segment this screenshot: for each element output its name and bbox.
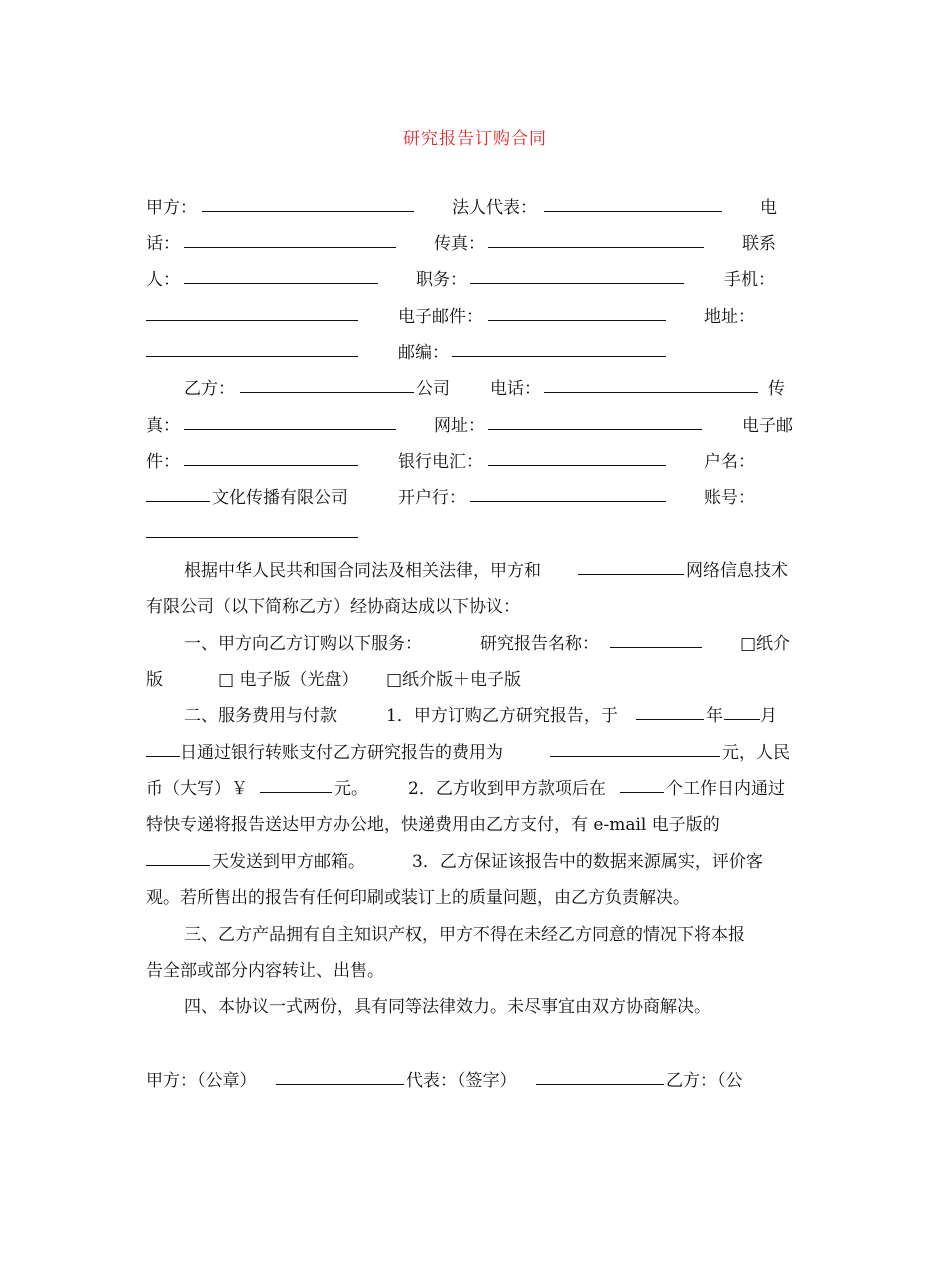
preamble-line-2 <box>146 592 806 622</box>
party-a-name-blank[interactable] <box>202 189 414 212</box>
section-2-text-j: 天发送到甲方邮箱。 <box>212 852 365 872</box>
account-name-label: 户名： <box>704 452 755 472</box>
option-electronic[interactable]: □ 电子版（光盘） <box>218 670 359 690</box>
legal-rep-label: 法人代表： <box>452 198 537 218</box>
address-label: 地址： <box>704 307 755 327</box>
preamble-text-c: 有限公司（以下简称乙方）经协商达成以下协议： <box>146 597 520 617</box>
party-b-fax-label-2: 真： <box>146 416 180 436</box>
party-a-fax-blank[interactable] <box>488 225 704 248</box>
section-2-text-b: 1．甲方订购乙方研究报告，于 <box>386 706 618 726</box>
signature-line <box>146 1066 806 1096</box>
legal-rep-blank[interactable] <box>544 189 722 212</box>
section-3-line-1 <box>146 920 806 950</box>
preamble-company-blank[interactable] <box>578 552 684 575</box>
party-b-phone-blank[interactable] <box>544 370 758 393</box>
party-b-email-label-2: 件： <box>146 452 180 472</box>
section-4-line <box>146 992 806 1022</box>
website-label: 网址： <box>434 416 485 436</box>
account-name-blank[interactable] <box>146 479 210 502</box>
party-a-line-3 <box>146 265 806 295</box>
section-2-text-i: 特快专递将报告送达甲方办公地，快递费用由乙方支付，有 e-mail 电子版的 <box>146 815 720 835</box>
party-b-line-3 <box>146 447 806 477</box>
account-no-label: 账号： <box>704 488 755 508</box>
section-1-line-1 <box>146 629 806 659</box>
section-1-line-2 <box>146 665 806 695</box>
bank-transfer-label: 银行电汇： <box>398 452 483 472</box>
workdays-blank[interactable] <box>620 770 664 793</box>
party-b-name-blank[interactable] <box>240 370 414 393</box>
position-label: 职务： <box>416 270 467 290</box>
section-3-text-a: 三、乙方产品拥有自主知识产权，甲方不得在未经乙方同意的情况下将本报 <box>184 925 745 945</box>
section-3-text-b: 告全部或部分内容转让、出售。 <box>146 961 384 981</box>
month-label: 月 <box>760 706 777 726</box>
party-a-seal-label: 甲方：（公章） <box>146 1071 257 1091</box>
section-2-line-5 <box>146 847 806 877</box>
party-b-fax-label-1: 传 <box>768 379 785 399</box>
fee-uppercase-blank[interactable] <box>260 770 332 793</box>
option-paper-electronic[interactable]: □纸介版＋电子版 <box>386 670 522 690</box>
party-b-line-2 <box>146 411 806 441</box>
section-2-text-k: 3．乙方保证该报告中的数据来源属实，评价客 <box>412 852 763 872</box>
party-a-seal-blank[interactable] <box>276 1062 404 1085</box>
report-name-label: 研究报告名称： <box>480 634 599 654</box>
section-2-text-f: 元。 <box>334 779 368 799</box>
section-2-line-1 <box>146 701 806 731</box>
party-a-line-4 <box>146 302 806 332</box>
contact-label-2: 人： <box>146 270 180 290</box>
contact-label-1: 联系 <box>742 234 776 254</box>
account-no-blank[interactable] <box>146 515 358 538</box>
postcode-label: 邮编： <box>398 343 449 363</box>
document-title: 研究报告订购合同 <box>403 129 547 149</box>
party-a-line-5 <box>146 338 806 368</box>
preamble-text-b: 网络信息技术 <box>686 561 788 581</box>
representative-signature-label: 代表：（签字） <box>406 1071 517 1091</box>
section-2-line-2 <box>146 738 806 768</box>
section-2-title: 二、服务费用与付款 <box>184 706 337 726</box>
party-b-line-4 <box>146 483 806 513</box>
party-b-company-suffix: 公司 <box>416 379 450 399</box>
section-3-line-2 <box>146 956 806 986</box>
fee-blank[interactable] <box>550 734 720 757</box>
bank-label: 开户行： <box>398 488 466 508</box>
section-2-line-4 <box>146 810 806 840</box>
mobile-blank[interactable] <box>146 298 358 321</box>
section-2-line-3 <box>146 774 806 804</box>
section-2-text-g: 2．乙方收到甲方款项后在 <box>408 779 606 799</box>
section-2-text-e: 币（大写）￥ <box>146 779 248 799</box>
postcode-blank[interactable] <box>452 334 666 357</box>
party-b-seal-label: 乙方：（公 <box>666 1071 743 1091</box>
section-2-text-d: 元，人民 <box>722 743 790 763</box>
email-days-blank[interactable] <box>146 843 210 866</box>
representative-signature-blank[interactable] <box>536 1062 664 1085</box>
day-blank[interactable] <box>146 734 180 757</box>
company-name-suffix: 文化传播有限公司 <box>212 488 348 508</box>
party-a-line-2 <box>146 229 806 259</box>
section-2-line-6 <box>146 883 806 913</box>
party-a-fax-label: 传真： <box>434 234 485 254</box>
preamble-line-1 <box>146 556 806 586</box>
year-blank[interactable] <box>636 697 704 720</box>
party-b-label: 乙方： <box>184 379 235 399</box>
party-b-email-label-1: 电子邮 <box>742 416 793 436</box>
contact-blank[interactable] <box>184 261 378 284</box>
bank-blank[interactable] <box>470 479 666 502</box>
party-b-email-blank[interactable] <box>184 443 358 466</box>
bank-transfer-blank[interactable] <box>488 443 666 466</box>
mobile-label: 手机： <box>724 270 775 290</box>
party-a-phone-blank[interactable] <box>184 225 396 248</box>
position-blank[interactable] <box>470 261 684 284</box>
website-blank[interactable] <box>488 407 702 430</box>
party-a-phone-label-1: 电 <box>760 198 777 218</box>
section-1-text-a: 一、甲方向乙方订购以下服务： <box>184 634 422 654</box>
month-blank[interactable] <box>724 697 760 720</box>
section-4-text: 四、本协议一式两份，具有同等法律效力。未尽事宜由双方协商解决。 <box>184 997 711 1017</box>
section-2-text-c: 日通过银行转账支付乙方研究报告的费用为 <box>180 743 503 763</box>
party-a-line-1 <box>146 193 806 223</box>
option-paper-label-b: 版 <box>146 670 163 690</box>
year-label: 年 <box>706 706 723 726</box>
section-2-text-h: 个工作日内通过 <box>666 779 785 799</box>
option-paper-label-a[interactable]: □纸介 <box>740 634 791 654</box>
party-b-phone-label: 电话： <box>490 379 541 399</box>
party-a-label: 甲方： <box>146 198 197 218</box>
address-blank[interactable] <box>146 334 358 357</box>
section-2-text-l: 观。若所售出的报告有任何印刷或装订上的质量问题，由乙方负责解决。 <box>146 888 690 908</box>
party-b-fax-blank[interactable] <box>184 407 396 430</box>
report-name-blank[interactable] <box>610 625 702 648</box>
party-b-line-1 <box>146 374 806 404</box>
party-b-line-5 <box>146 519 806 549</box>
party-a-email-blank[interactable] <box>488 298 666 321</box>
preamble-text-a: 根据中华人民共和国合同法及相关法律，甲方和 <box>184 561 541 581</box>
party-a-phone-label-2: 话： <box>146 234 180 254</box>
party-a-email-label: 电子邮件： <box>398 307 483 327</box>
